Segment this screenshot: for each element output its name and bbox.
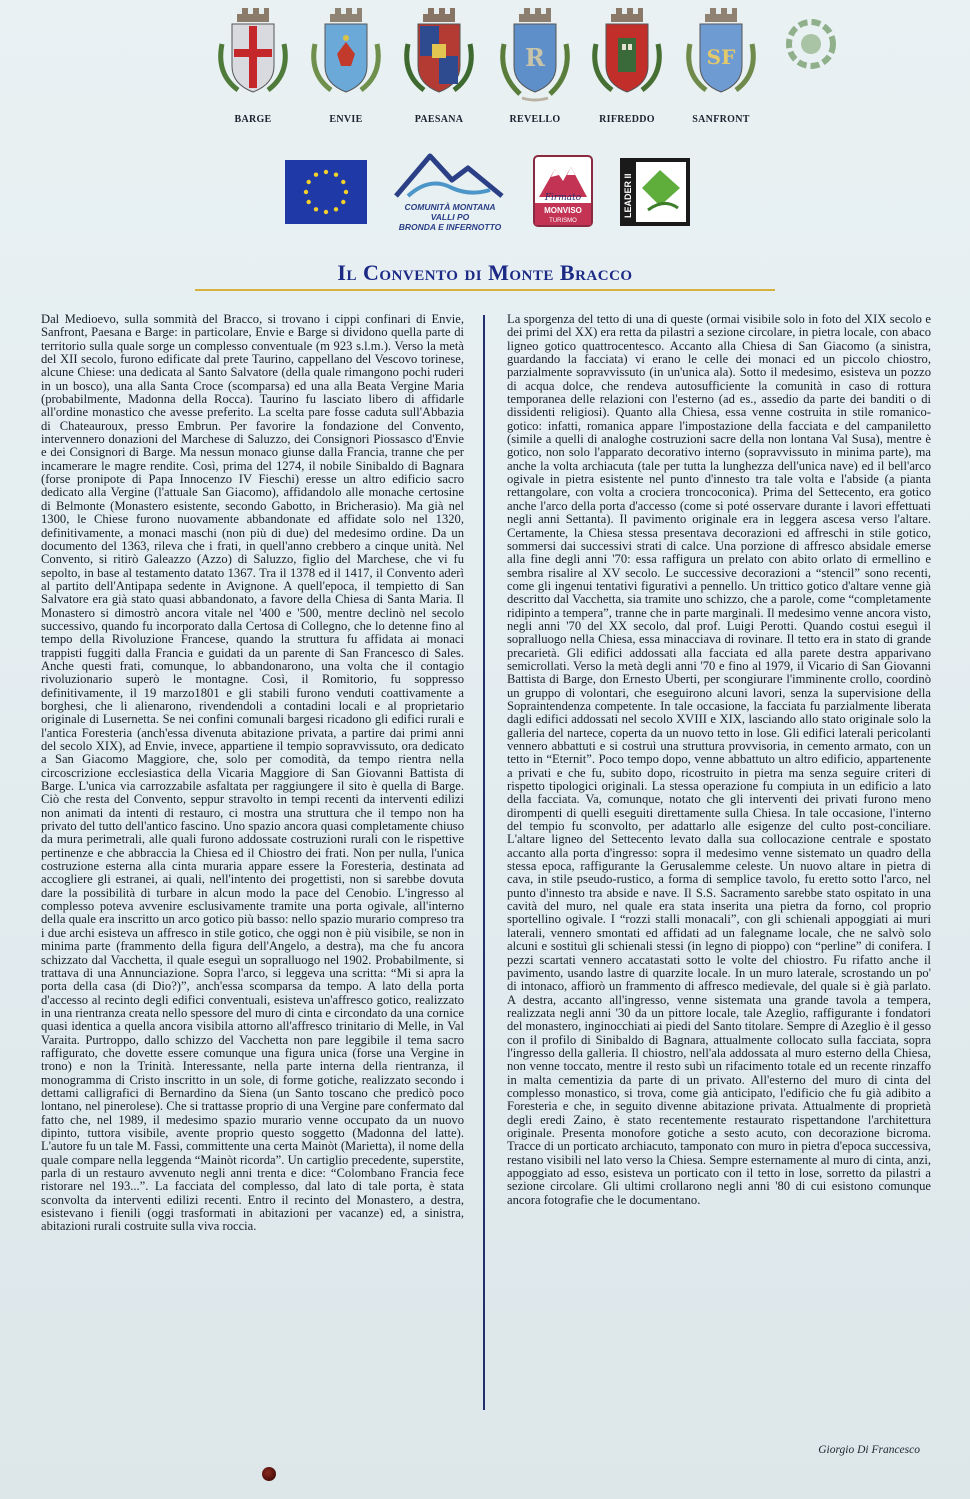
sanfront-crest-icon	[678, 4, 764, 104]
crest-paesana	[396, 4, 482, 125]
monviso-turismo-logo	[533, 155, 593, 227]
eu-flag-icon	[285, 160, 367, 224]
crest-label: SANFRONT	[692, 114, 750, 125]
right-paragraph: La sporgenza del tetto di una di queste (ormai visibile solo in foto del XIX secolo e dei primi del XX) era retta da pilastri a sezione circolare, in pietra locale, con abaco ligneo gotico quattrocentesco. Accanto alla Chiesa di San Giacomo (a sinistra, guardando la facciata) vi erano le celle dei monaci ed un piccolo chiostro, parzialmente sopravvissuto (in un'unica ala). Sotto il medesimo, esisteva un pozzo di acqua dolce, che rendeva autosufficiente la comunità in caso di rottura temporanea delle relazioni con l'esterno (ad es., assedio da parte dei banditi o di dissidenti religiosi). Quanto alla Chiesa, essa venne costruita in stile romanico-gotico: infatti, romanica appare l'impostazione della facciata e del campaniletto (simile a quelli di analoghe costruzioni sacre della non lontana Val Susa), mentre è gotico, non solo l'apparato decorativo interno (sopravvissuto in minima parte), ma anche la volta archiacuta (tale per tutta la lunghezza dell'unica nave) ed il bell'arco ogivale in pietra esistente nel punto d'innesto tra tale volta e l'abside (a pianta rettangolare, con volta a crociera troncoconica). Prima del Settecento, era gotico anche l'arco della porta d'accesso (come si poté osservare durante i lavori effettuati negli anni Settanta). Il pavimento originale era in leggera ascesa verso l'altare. Certamente, la Chiesa stessa presentava decorazioni ed affreschi in stile gotico, sommersi dai successivi strati di calce. Una porzione di affresco absidale emerse alla fine degli anni '70: essa raffigura un prelato con abito orlato di ermellino e sembra risalire al XV secolo. Le successive decorazioni a “stencil” sono recenti, come gli ingenui tentativi figurativi a pennello. Un trittico gotico d'altare venne già descritto dal Vacchetta, sia tramite uno schizzo, che a parole, come “completamente ridipinto a tempera”, tranne che in parte marginali. Il medesimo venne ancora visto, negli anni '70 del XX secolo, dal prof. Luigi Perotti. Quando costui eseguì il sopralluogo nella Chiesa, essa minacciava di rovinare. Il tetto era in stato di grande precarietà. Gli edifici addossati alla facciata ed alla parete destra apparivano semicrollati. Verso la metà degli anni '70 e fino al 1979, il Vicario di San Giovanni Battista di Barge, don Ernesto Uberti, per scongiurare l'imminente crollo, coordinò un gruppo di volontari, che eseguirono alcuni lavori, senza la supervisione della Sopraintendenza competente. In tale occasione, la facciata fu parzialmente liberata dagli edifici addossati nel secolo XVIII e XIX, lasciando allo stato originale solo la galleria del nartece, coperta da un nuovo tetto in lose. Gli edifici laterali pericolanti vennero abbattuti e si costruì una struttura provvisoria, in cemento armato, con un tetto in “Eternit”. Poco tempo dopo, venne abbattuto un altro edificio, appartenente a privati e che fu, subito dopo, ricostruito in pietra ma senza seguire criteri di rispetto tipologici originali. La stessa operazione fu compiuta in un edificio a lato della facciata. Va, comunque, notato che gli interventi dei privati furono meno dirompenti di quelli eseguiti direttamente sulla Chiesa. In tale occasione, l'interno del tempio fu sconvolto, per adattarlo alle esigenze del culto post-conciliare. L'altare ligneo del Settecento levato dalla sua collocazione centrale e spostato accanto alla porta d'ingresso: sopra il medesimo venne sistemato un quadro della stessa epoca, raffigurante la Gerusalemme celeste. Un nuovo altare in pietra di cava, in stile pseudo-rustico, a forma di semplice tavolo, fu eretto sotto l'arco, nel punto d'innesto tra abside e nave. Il S.S. Sacramento sarebbe stato ospitato in una cavità del muro, nel quale era stata inserita una pietra da forno, col proprio sportellino ogivale. I “rozzi stalli monacali”, con gli schienali appoggiati ai muri laterali, vennero smontati ed affidati ad un falegname locale, che ne salvò solo alcuni e sostituì gli schienali stessi (in legno di pioppo) con “perline” di conifera. I pezzi scartati vennero accatastati sotto le volte del chiostro. Fu rifatto anche il pavimento, usando lastre di quarzite locale. In un muro laterale, scrostando un po' di intonaco, affiorò un frammento di affresco medievale, del quale si è già parlato. A destra, accanto all'ingresso, venne sistemata una grande tavola a tempera, realizzata negli anni '30 da un pittore locale, tale Azeglio, raffigurante i fondatori del monastero, inginocchiati ai piedi del Santo titolare. Sempre di Azeglio è il gesso con il profilo di Sinibaldo di Bagnara, attualmente collocato sulla facciata, sopra l'ingresso della galleria. Il chiostro, nell'ala addossata al muro esterno della Chiesa, non venne toccato, mentre il resto subì un rifacimento totale ed un recente rinzaffo in malta cementizia da parte di un privato. All'esterno del muro di cinta del complesso monastico, si trova, come già anticipato, l'edificio che fu già adibito a Foresteria e che, in seguito divenne abitazione privata. Attualmente di proprietà degli eredi Zaino, è stato recentemente restaurato rispettandone l'architettura originale. Presenta monofore gotiche a sesto acuto, con decorazione bicroma. Tracce di un porticato archiacuto, tamponato con muro in pietra d'epoca successiva, restano visibili nel lato verso la Chiesa. Sempre esternamente al muro di cinta, anzi, appoggiato ad esso, esisteva un porticato con il tetto in lose, sorretto da pilastri a sezione circolare. Gli ultimi crollarono negli anni '80 di cui esistono comunque ancora fotografie che le documentano.	[507, 312, 931, 1207]
left-paragraph: Dal Medioevo, sulla sommità del Bracco, si trovano i cippi confinari di Envie, Sanfront, Paesana e Barge: in particolare, Envie e Barge si dividono quella parte di territorio sulla quale sorge un complesso conventuale (m 923 s.l.m.). Verso la metà del XII secolo, furono edificate dal prete Taurino, cappellano del Vescovo torinese, alcune Chiese: una dedicata al Santo Salvatore (della quale rimangono pochi ruderi in un bosco), una alla Santa Croce (scomparsa) ed una alla Beata Vergine Maria (probabilmente, Madonna della Rocca). Taurino fu lasciato libero di affidarle all'ordine monastico che avesse preferito. La scelta pare fosse caduta sull'Abbazia di Chateauroux, presso Embrun. Per favorire la fondazione del Convento, intervennero donazioni del Marchese di Saluzzo, dei Consignori Piossasco d'Envie e dei Consignori di Barge. Ma nessun monaco giunse dalla Francia, tranne che per incamerare le magre rendite. Così, prima del 1274, il nobile Sinibaldo di Bagnara (forse pronipote di Papa Innocenzo IV Fieschi) eresse un altro edificio sacro dedicato alla Vergine (l'attuale San Giacomo), affidandolo alle monache certosine di Belmonte (Monastero esistente, secondo Gabotto, in Bricherasio). Ma già nel 1300, le Chiese furono nuovamente abbandonate ed affidate solo nel 1320, definitivamente, a monaci maschi (non più di due) del medesimo ordine. Da un documento del 1363, rileva che i frati, in quell'anno crebbero a cinque unità. Nel Convento, si ritirò Galeazzo (Azzo) di Saluzzo, figlio del Marchese, che vi fu sepolto, in base al testamento datato 1367. Tra il 1378 ed il 1417, il Convento aderì al partito dell'Antipapa sedente in Avignone. A quell'epoca, il tempietto di San Salvatore era già stato quasi abbandonato, a favore della Chiesa di Santa Maria. Il Monastero si dimostrò ancora vitale nel '400 e '500, mentre declinò nel secolo successivo, quando fu incorporato dalla Certosa di Collegno, che lo detenne fino al tempo della Rivoluzione Francese, quando la struttura fu affidata ai monaci trappisti fuggiti dalla Francia e guidati da un parente di San Francesco di Sales. Anche questi frati, comunque, lo abbandonarono, una volta che il contagio rivoluzionario superò le montagne. Così, il Romitorio, fu soppresso definitivamente, il 19 marzo1801 e gli stabili furono venduti coattivamente a borghesi, che li alienarono, rivendendoli a contadini locali e al proprietario originale di Lusernetta. Se nei confini comunali bargesi ricadono gli edifici rurali e l'antica Foresteria (anch'essa divenuta abitazione privata, a partire dai primi anni del secolo XIX), ad Envie, invece, appartiene il tempio sopravvissuto, ora dedicato a San Giacomo Maggiore, che, solo per comodità, da tempo rientra nella circoscrizione ecclesiastica della Vicaria Maggiore di San Giovanni Battista di Barge. L'unica via carrozzabile asfaltata per raggiungere il sito è quella di Barge. Ciò che resta del Convento, seppur stravolto in tempi recenti da interventi edilizi non animati da intenti di restauro, ci mostra una struttura che il tempo non ha privato del tutto dell'antico fascino. Uno spazio ancora quasi completamente chiuso da mura perimetrali, alle quali furono addossate costruzioni rurali con le rispettive pertinenze e che abbraccia la Chiesa ed il Chiostro dei frati. Non per nulla, l'unica costruzione esterna alla cinta muraria appare essere la Foresteria, destinata ad accogliere gli estranei, ai quali, nell'intento dei progettisti, non si sarebbe dovuta dare la possibilità di turbare in alcun modo la pace del Cenobio. L'ingresso al complesso poteva avvenire esclusivamente tramite una porta ogivale, all'interno della quale era inscritto un arco gotico più basso: nello spazio murario compreso tra i due archi esisteva un affresco in stile gotico, che oggi non è più visibile, se non in minima parte (frammento della figura dell'Angelo, a destra), ma che fu ancora schizzato dal Vacchetta, il quale eseguì un sopralluogo nel 1902. Probabilmente, si trattava di una Annunciazione. Sopra l'arco, si leggeva una scritta: “Mi si apra la porta della casa (di Dio?)”, anch'essa scomparsa da tempo. A lato della porta d'accesso al recinto degli edifici conventuali, esisteva un'affresco gotico, realizzato in una rientranza creata nello spessore del muro di cinta e circondato da una cornice quasi identica a quella ancora visibila attorno all'affresco trinitario di Melle, in Val Varaita. Purtroppo, dallo schizzo del Vacchetta non pare leggibile il tema sacro raffigurato, che dovette essere comunque una figura unica (forse una Vergine in trono) e non la Trinità. Interessante, nella parte interna della rientranza, il monogramma di Cristo inscritto in un sole, di forme gotiche, realizzato secondo i dettami calligrafici di Bernardino da Siena (un Santo toscano che predicò poco lontano, nel pinerolese). Che si trattasse proprio di una Vergine pare confermato dal fatto che, nel 1989, il medesimo spazio murario venne occupato da un nuovo dipinto, tuttora visibile, avente proprio questo soggetto (Madonna del latte). L'autore fu un tale M. Fassi, committente una certa Mainòt (Marietta), il nome della quale compare nella leggenda “Mainòt ricorda”. Un cartiglio precedente, superstite, parla di un restauro avvenuto negli anni trenta e dice: “Colombano Francia fece ristorare nel 193...”. La facciata del complesso, dal lato di tale porta, è stata sconvolta da interventi edilizi recenti. Entro il recinto del Monastero, a destra, esistevano i fienili (oggi trasformati in abitazioni per vacanze) ed, a sinistra, abitazioni rurali costruite sulla viva roccia.	[41, 312, 464, 1234]
mounting-screw-icon	[262, 1467, 276, 1481]
crest-label: RIFREDDO	[599, 114, 655, 125]
right-text-column	[507, 313, 931, 1207]
rifreddo-crest-icon	[584, 4, 670, 104]
green-emblem-icon	[778, 14, 844, 74]
crest-seventh	[768, 14, 854, 74]
left-text-column	[41, 313, 464, 1234]
svg-text:SF: SF	[706, 45, 736, 69]
crest-barge	[210, 4, 296, 125]
title-underline	[195, 289, 775, 291]
monviso-sub: TURISMO	[549, 218, 577, 224]
page-title: Il Convento di Monte Bracco	[337, 260, 633, 285]
comunita-line1: COMUNITÀ MONTANA	[404, 202, 496, 212]
leader-label: LEADER II	[623, 173, 633, 218]
leader-ii-logo	[620, 158, 690, 226]
barge-crest-icon	[210, 4, 296, 104]
svg-text:R: R	[525, 43, 545, 72]
monviso-script: Firmato	[544, 193, 582, 203]
crest-rifreddo	[584, 4, 670, 125]
crest-label: PAESANA	[414, 114, 464, 125]
sponsor-logos	[280, 150, 700, 235]
paesana-crest-icon	[396, 4, 482, 104]
monviso-name: MONVISO	[544, 206, 582, 215]
crests-row	[210, 4, 830, 129]
envie-crest-icon	[303, 4, 389, 104]
crest-label: ENVIE	[329, 114, 363, 125]
revello-crest-icon	[492, 4, 578, 104]
comunita-montana-logo	[390, 150, 510, 234]
crest-revello	[492, 4, 578, 125]
comunita-line2: VALLI PO	[430, 212, 470, 222]
crest-label: BARGE	[234, 114, 272, 125]
comunita-line3: BRONDA E INFERNOTTO	[398, 222, 502, 232]
author-signature: Giorgio Di Francesco	[818, 1444, 920, 1456]
column-divider	[483, 315, 485, 1410]
crest-label: REVELLO	[509, 114, 561, 125]
crest-sanfront	[678, 4, 764, 125]
crest-envie	[303, 4, 389, 125]
